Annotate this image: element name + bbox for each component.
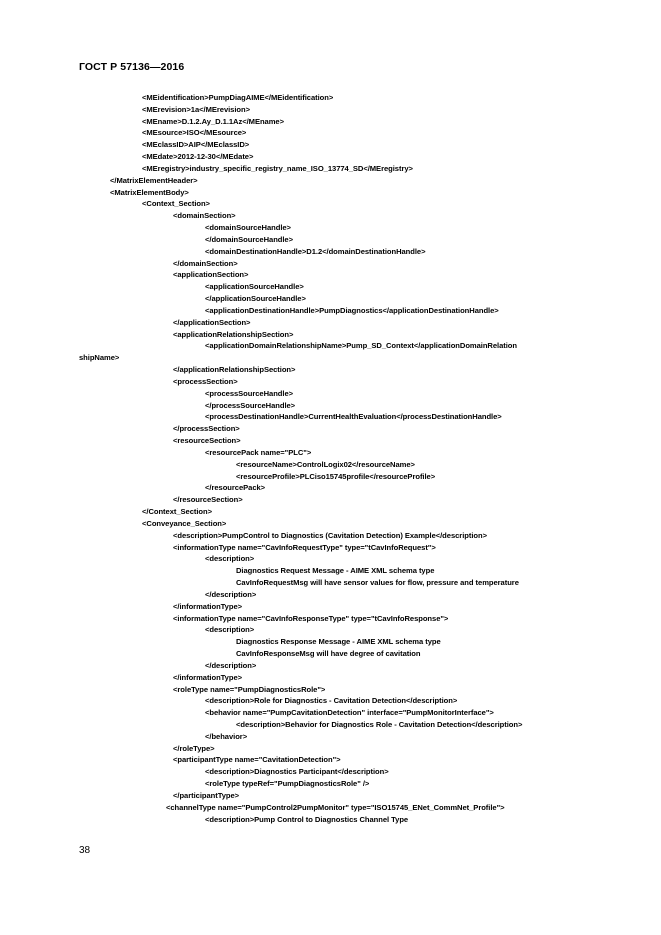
code-line: <MEname>D.1.2.Ay_D.1.1Az</MEname> [142, 116, 284, 126]
code-line: <MEsource>ISO</MEsource> [142, 128, 247, 138]
code-line: </informationType> [173, 672, 243, 682]
code-line: <MErevision>1a</MErevision> [142, 104, 250, 114]
code-line: </applicationRelationshipSection> [173, 365, 296, 375]
code-line: <roleType name="PumpDiagnosticsRole"> [173, 684, 326, 694]
code-line: </domainSourceHandle> [205, 234, 293, 244]
code-line: <informationType name="CavInfoRequestType" type="tCavInfoRequest"> [173, 542, 436, 552]
code-line: <resourcePack name="PLC"> [205, 447, 312, 457]
code-line: <informationType name="CavInfoResponseType" type="tCavInfoResponse"> [173, 613, 449, 623]
code-line: </processSourceHandle> [205, 400, 296, 410]
code-line: <description> [205, 625, 255, 635]
code-line: <resourceProfile>PLCiso15745profile</resourceProfile> [236, 471, 436, 481]
code-line: <channelType name="PumpControl2PumpMonitor" type="ISO15745_ENet_CommNet_Profile"> [166, 802, 505, 812]
code-line: Diagnostics Response Message - AIME XML schema type [236, 637, 441, 647]
code-line: <description>Diagnostics Participant</description> [205, 767, 389, 777]
code-line: <MEidentification>PumpDiagAIME</MEidentification> [142, 93, 334, 102]
code-line: <MatrixElementBody> [110, 187, 189, 197]
code-line: <Context_Section> [142, 199, 210, 209]
code-line: </participantType> [173, 790, 240, 800]
code-line: <processDestinationHandle>CurrentHealthEvaluation</processDestinationHandle> [205, 412, 502, 422]
page-number: 38 [79, 845, 91, 856]
code-line: Diagnostics Request Message - AIME XML schema type [236, 566, 435, 576]
code-line: <applicationSection> [173, 270, 249, 280]
code-line: </domainSection> [173, 258, 238, 268]
code-line: <applicationSourceHandle> [205, 282, 304, 292]
code-line: <resourceName>ControlLogix02</resourceName> [236, 459, 415, 469]
code-line: <processSourceHandle> [205, 388, 294, 398]
code-line: <domainSourceHandle> [205, 223, 291, 233]
code-line: </Context_Section> [142, 507, 212, 517]
document-header: ГОСТ Р 57136—2016 [79, 61, 185, 73]
code-line: <processSection> [173, 376, 238, 386]
code-line: <description>PumpControl to Diagnostics (Cavitation Detection) Example</description> [173, 530, 487, 540]
code-line: </informationType> [173, 601, 243, 611]
code-line: <description> [205, 554, 255, 564]
code-line: <Conveyance_Section> [142, 518, 227, 528]
code-line: <domainDestinationHandle>D1.2</domainDestinationHandle> [205, 246, 426, 256]
code-line: <applicationRelationshipSection> [173, 329, 294, 339]
code-line: </description> [205, 589, 257, 599]
code-line: </applicationSection> [173, 317, 251, 327]
code-line: CavInfoRequestMsg will have sensor values for flow, pressure and temperature [236, 578, 519, 588]
code-line: <description>Pump Control to Diagnostics Channel Type [205, 814, 409, 824]
code-line: <applicationDestinationHandle>PumpDiagnostics</applicationDestinationHandle> [205, 305, 499, 315]
code-line: </description> [205, 660, 257, 670]
code-line: </applicationSourceHandle> [205, 294, 306, 304]
code-line: CavInfoResponseMsg will have degree of cavitation [236, 649, 421, 658]
code-line: <description>Role for Diagnostics - Cavitation Detection</description> [205, 696, 458, 706]
code-line: <resourceSection> [173, 436, 241, 446]
code-line: </behavior> [205, 731, 248, 741]
code-line: <roleType typeRef="PumpDiagnosticsRole" /> [205, 779, 370, 789]
code-line: </roleType> [173, 743, 215, 753]
code-line: <MEdate>2012-12-30</MEdate> [142, 152, 254, 162]
code-line: </resourceSection> [173, 495, 243, 505]
code-line: <applicationDomainRelationshipName>Pump_SD_Context</applicationDomainRelation [205, 341, 517, 351]
code-line: <participantType name="CavitationDetection"> [173, 755, 341, 765]
code-line: </processSection> [173, 424, 240, 434]
code-line: <description>Behavior for Diagnostics Role - Cavitation Detection</description> [236, 719, 523, 729]
code-line: <domainSection> [173, 211, 236, 221]
code-line: </MatrixElementHeader> [110, 175, 198, 185]
code-line: <MEregistry>industry_specific_registry_name_ISO_13774_SD</MEregistry> [142, 163, 413, 173]
code-line: shipName> [79, 353, 120, 363]
code-line: <behavior name="PumpCavitationDetection" interface="PumpMonitorInterface"> [205, 708, 494, 718]
code-line: <MEclassID>AIP</MEclassID> [142, 140, 250, 150]
code-line: </resourcePack> [205, 483, 266, 493]
